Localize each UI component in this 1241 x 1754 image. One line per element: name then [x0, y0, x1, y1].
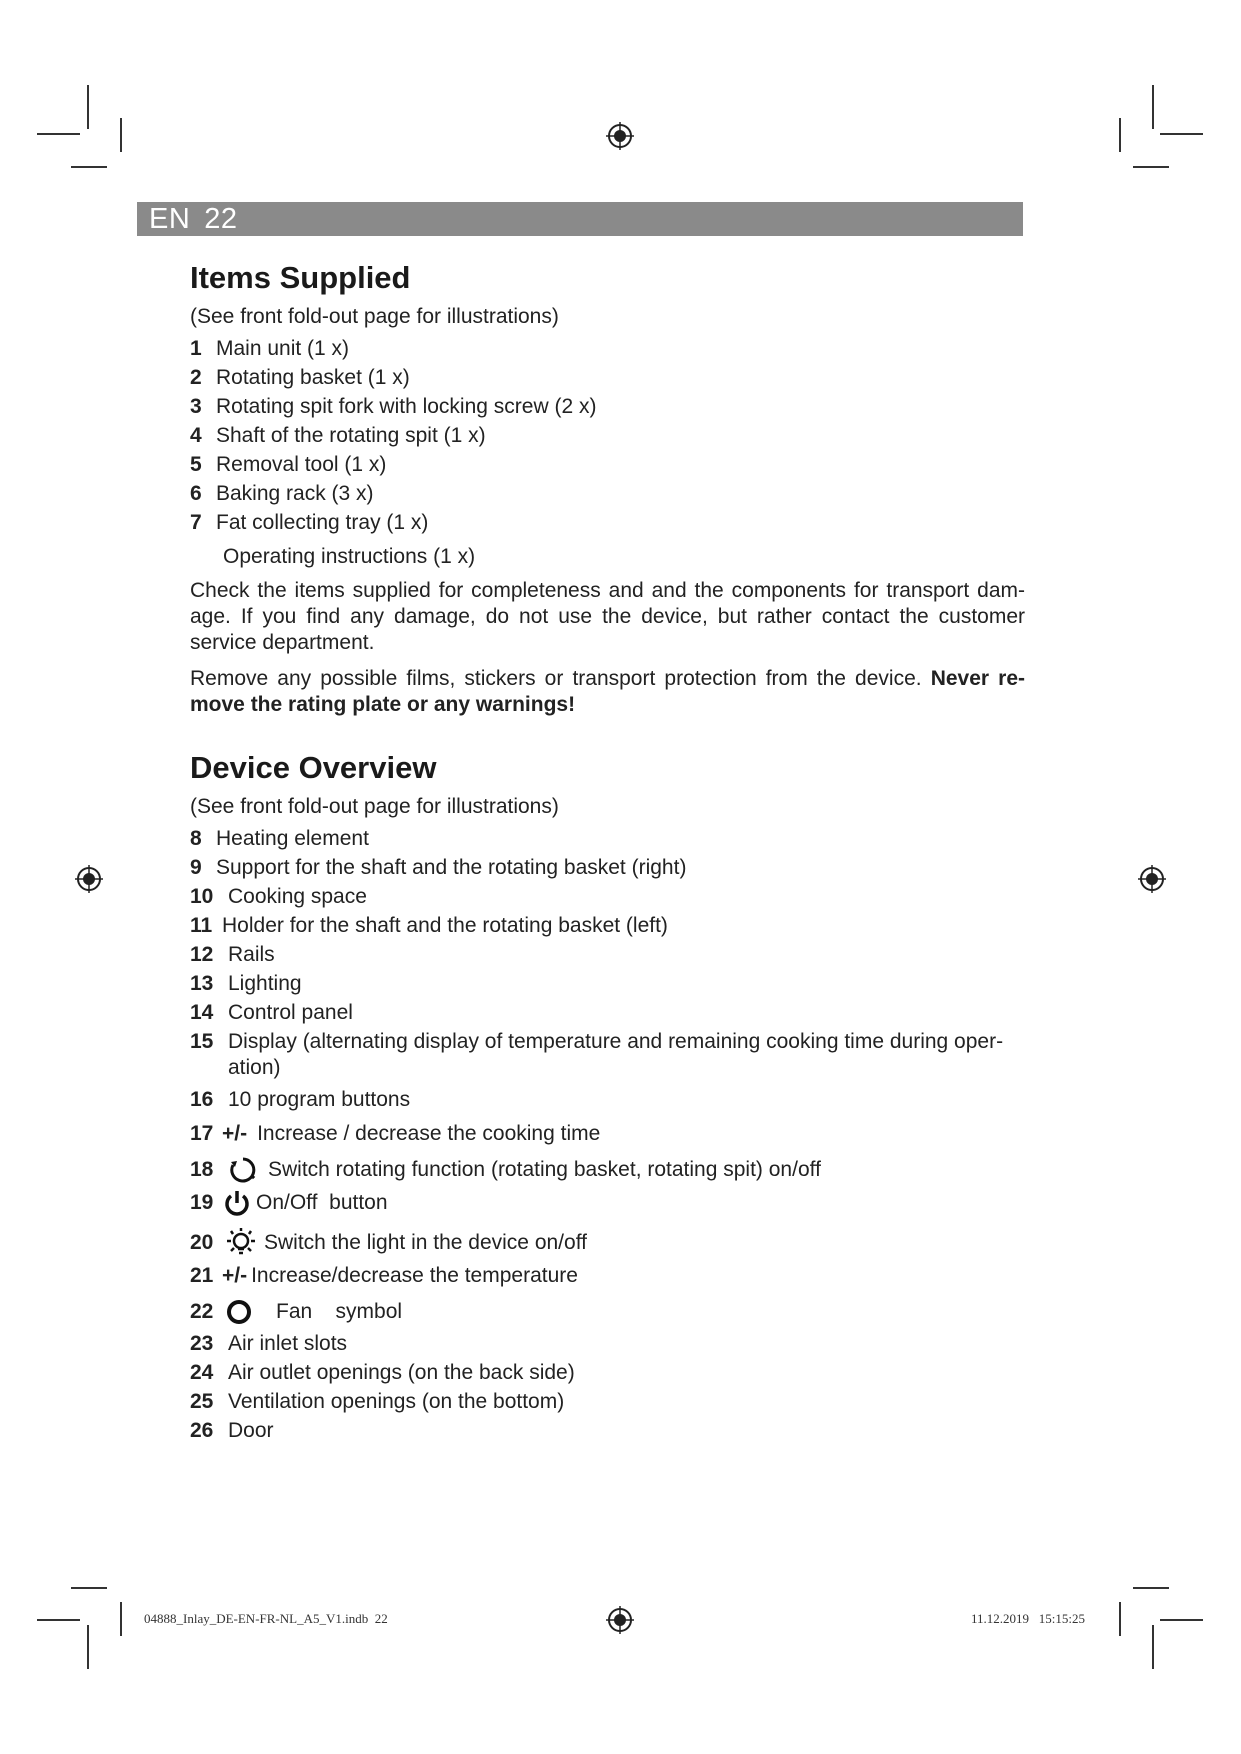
item-number: 23: [190, 1332, 214, 1355]
check-items-paragraph: Check the items supplied for completeness and and the components for transport dam-age. If you find any damage, do not use the device, but rather contact the customer service department.: [190, 579, 1025, 654]
plus-minus-symbol: +/-: [222, 1122, 248, 1145]
list-item: [190, 394, 1025, 420]
item-text: Shaft of the rotating spit (1 x): [216, 424, 486, 447]
item-text: Fan symbol: [276, 1300, 403, 1323]
item-number: 21: [190, 1264, 214, 1287]
power-icon: [222, 1188, 252, 1218]
item-text: Increase / decrease the cooking time: [257, 1122, 601, 1145]
item-text: Door: [228, 1419, 274, 1442]
list-item: [190, 1155, 1025, 1185]
item-text: Air inlet slots: [228, 1332, 348, 1355]
item-text: Main unit (1 x): [216, 337, 350, 360]
list-item: [190, 1000, 1025, 1026]
crop-mark: [1160, 133, 1203, 135]
crop-mark: [87, 1625, 89, 1669]
crop-mark: [1119, 118, 1121, 152]
list-item: [190, 336, 1025, 362]
item-number: 15: [190, 1030, 214, 1053]
items-supplied-heading: Items Supplied: [190, 260, 411, 295]
list-item: [190, 884, 1025, 910]
item-number: 17: [190, 1122, 214, 1145]
crop-mark: [71, 1587, 107, 1589]
item-text: Holder for the shaft and the rotating basket (left): [222, 914, 668, 937]
device-overview-subtitle: (See front fold-out page for illustrations): [190, 795, 559, 818]
list-item: [190, 481, 1025, 507]
list-item: [190, 1263, 1025, 1289]
crop-mark: [1160, 1619, 1203, 1621]
language-code: EN: [149, 203, 191, 235]
list-item: [190, 1226, 1025, 1260]
item-text: Rotating basket (1 x): [216, 366, 410, 389]
fan-icon: [224, 1297, 254, 1327]
item-number: 3: [190, 395, 202, 418]
list-item: [190, 365, 1025, 391]
crop-mark: [120, 118, 122, 152]
registration-mark-icon: [1137, 864, 1167, 894]
item-text: Heating element: [216, 827, 369, 850]
list-item: [190, 826, 1025, 852]
item-number: 5: [190, 453, 202, 476]
registration-mark-icon: [74, 864, 104, 894]
item-text: Rails: [228, 943, 275, 966]
item-text: Cooking space: [228, 885, 367, 908]
item-text: Support for the shaft and the rotating basket (right): [216, 856, 687, 879]
crop-mark: [1152, 1625, 1154, 1669]
item-number: 11: [190, 914, 213, 937]
list-item: [190, 1087, 1025, 1113]
item-number: 20: [190, 1231, 214, 1254]
item-number: 7: [190, 511, 202, 534]
list-item: [190, 1121, 1025, 1147]
item-number: 2: [190, 366, 202, 389]
list-item: [190, 1360, 1025, 1386]
item-text: Removal tool (1 x): [216, 453, 387, 476]
list-item: [190, 510, 1025, 536]
item-number: 25: [190, 1390, 214, 1413]
crop-mark: [71, 166, 107, 168]
remove-films-text: Remove any possible films, stickers or transport protection from the device.: [190, 667, 931, 690]
list-item: [190, 452, 1025, 478]
item-text: Ventilation openings (on the bottom): [228, 1390, 565, 1413]
item-text: Lighting: [228, 972, 302, 995]
item-text: Display (alternating display of temperature and remaining cooking time during oper-ation): [228, 1030, 1004, 1079]
item-number: 12: [190, 943, 214, 966]
registration-mark-icon: [605, 1605, 635, 1635]
items-supplied-subtitle: (See front fold-out page for illustrations): [190, 305, 559, 328]
item-number: 10: [190, 885, 214, 908]
page-header-bar: [137, 202, 1023, 236]
list-item: [190, 1418, 1025, 1444]
crop-mark: [1152, 85, 1154, 129]
item-text: Rotating spit fork with locking screw (2 x): [216, 395, 597, 418]
item-number: 24: [190, 1361, 214, 1384]
light-icon: [224, 1226, 258, 1260]
item-text: 10 program buttons: [228, 1088, 411, 1111]
item-number: 1: [190, 337, 202, 360]
item-number: 26: [190, 1419, 214, 1442]
item-text: Fat collecting tray (1 x): [216, 511, 429, 534]
item-number: 9: [190, 856, 202, 879]
crop-mark: [1119, 1602, 1121, 1636]
item-text: Switch the light in the device on/off: [264, 1231, 587, 1254]
item-text: Baking rack (3 x): [216, 482, 374, 505]
list-item: [190, 1029, 1025, 1081]
footer-filename: 04888_Inlay_DE-EN-FR-NL_A5_V1.indb 22: [144, 1611, 388, 1626]
list-item: [190, 913, 1025, 939]
plus-minus-symbol: +/-: [222, 1264, 248, 1287]
crop-mark: [120, 1602, 122, 1636]
item-number: 16: [190, 1088, 214, 1111]
registration-mark-icon: [605, 121, 635, 151]
remove-films-paragraph: [190, 666, 1025, 718]
list-item: [190, 1331, 1025, 1357]
item-text: On/Off button: [256, 1191, 388, 1214]
list-item: [190, 1389, 1025, 1415]
crop-mark: [87, 85, 89, 129]
footer-timestamp: 11.12.2019 15:15:25: [971, 1611, 1085, 1626]
list-item: [190, 855, 1025, 881]
page-number: 22: [204, 203, 238, 235]
crop-mark: [37, 1619, 80, 1621]
item-number: 8: [190, 827, 202, 850]
item-text: Switch rotating function (rotating basket, rotating spit) on/off: [268, 1158, 821, 1181]
item-text: Control panel: [228, 1001, 353, 1024]
list-item: [190, 971, 1025, 997]
operating-instructions-item: Operating instructions (1 x): [223, 545, 476, 568]
list-item: [190, 1188, 1025, 1218]
crop-mark: [37, 133, 80, 135]
list-item: [190, 942, 1025, 968]
list-item: [190, 423, 1025, 449]
crop-mark: [1133, 166, 1169, 168]
rating-plate-warning: Never re-move the rating plate or any warnings!: [190, 667, 1025, 716]
item-number: 18: [190, 1158, 214, 1181]
item-number: 6: [190, 482, 202, 505]
item-text: Air outlet openings (on the back side): [228, 1361, 575, 1384]
item-number: 14: [190, 1001, 214, 1024]
device-overview-heading: Device Overview: [190, 750, 437, 785]
item-number: 19: [190, 1191, 214, 1214]
page-content: [190, 258, 1025, 1447]
item-text: Increase/decrease the temperature: [251, 1264, 578, 1287]
rotate-icon: [228, 1155, 258, 1185]
crop-mark: [1133, 1587, 1169, 1589]
item-number: 13: [190, 972, 214, 995]
list-item: [190, 1297, 1025, 1327]
item-number: 22: [190, 1300, 214, 1323]
item-number: 4: [190, 424, 202, 447]
